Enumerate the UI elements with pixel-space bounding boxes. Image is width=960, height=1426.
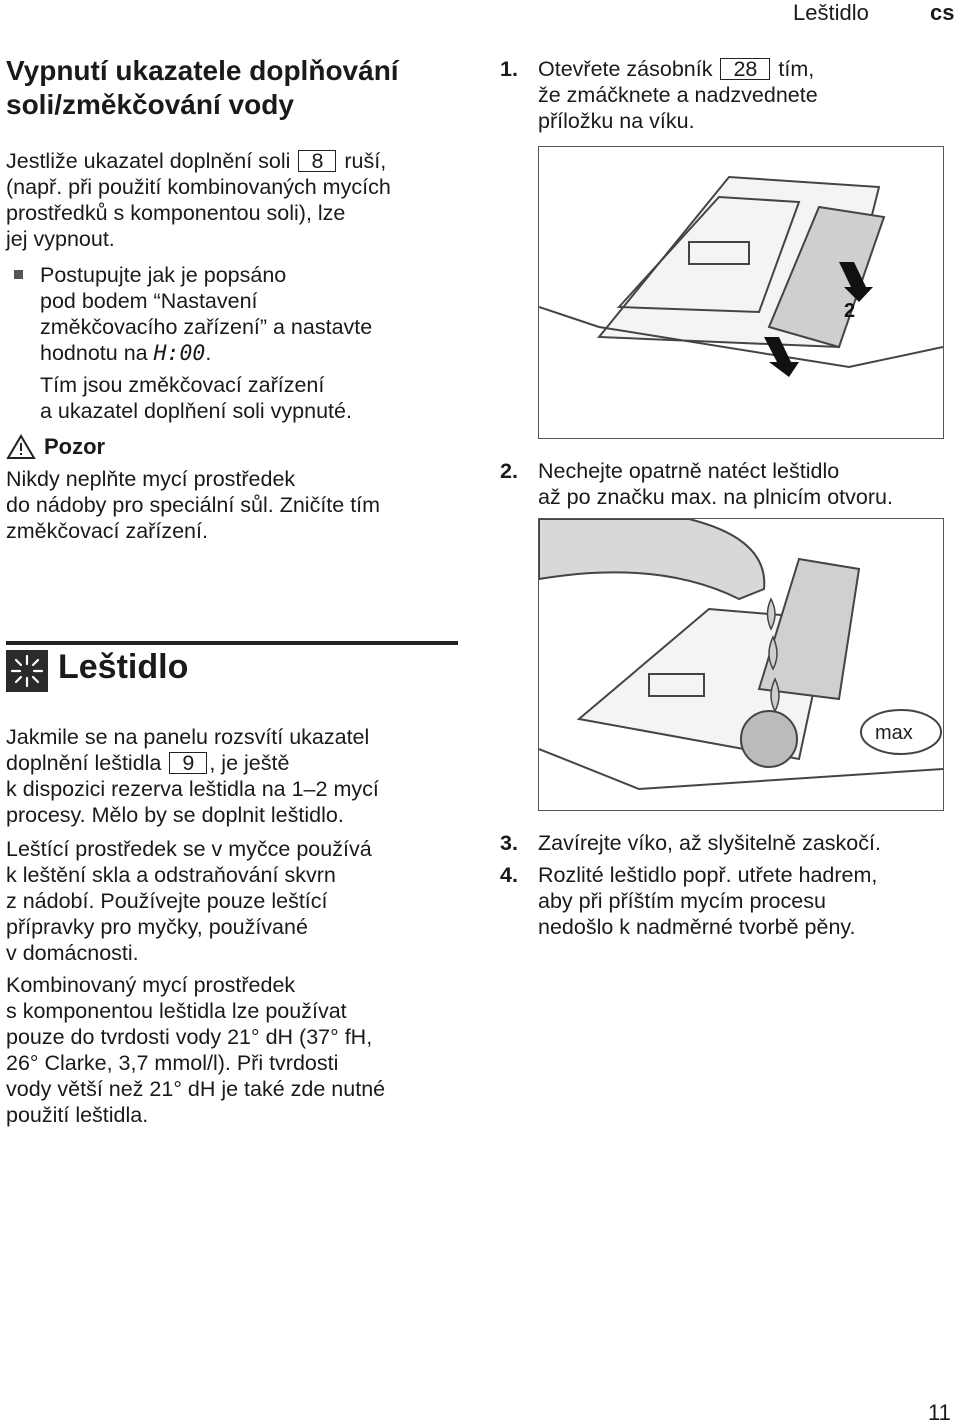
step-text: Otevřete zásobník (538, 57, 713, 81)
display-value: H:00 (153, 341, 206, 366)
step-3 (500, 830, 950, 856)
step-line: aby při příštím mycím procesu (538, 889, 826, 913)
header-section-title: Leštidlo (793, 0, 869, 25)
warning-line: Nikdy neplňte mycí prostředek (6, 467, 296, 491)
step-line: Rozlité leštidlo popř. utřete hadrem, (538, 863, 878, 887)
intro-line: jej vypnout. (6, 227, 115, 251)
ref-number-box: 8 (298, 150, 336, 172)
step-number: 1. (500, 57, 518, 81)
paragraph-line: 26° Clarke, 3,7 mmol/l). Při tvrdosti (6, 1051, 339, 1075)
paragraph-text: doplnění leštidla (6, 751, 162, 775)
paragraph-line: s komponentou leštidla lze používat (6, 999, 347, 1023)
paragraph-line: Kombinovaný mycí prostředek (6, 973, 296, 997)
heading-line-2: soli/změkčování vody (6, 89, 294, 120)
figure-label-1: 1 (765, 378, 777, 400)
bullet-line: Tím jsou změkčovací zařízení (40, 373, 325, 397)
refill-illustration (539, 519, 943, 810)
warning-line: změkčovací zařízení. (6, 519, 208, 543)
step-text-end: tím, (778, 57, 815, 81)
dispenser-illustration (539, 147, 943, 438)
bullet-line: pod bodem “Nastavení (40, 289, 258, 313)
rinse-aid-icon (6, 650, 48, 692)
paragraph-line: k dispozici rezerva leštidla na 1–2 mycí (6, 777, 379, 801)
intro-text-end: ruší, (344, 149, 387, 173)
intro-paragraph (6, 148, 476, 252)
bullet-marker (14, 270, 23, 279)
paragraph-line: Jakmile se na panelu rozsvítí ukazatel (6, 725, 370, 749)
paragraph-text-end: , je ještě (209, 751, 290, 775)
paragraph-line: vody větší než 21° dH je také zde nutné (6, 1077, 386, 1101)
combined-detergent-paragraph (6, 972, 476, 1128)
bullet-line: hodnotu na (40, 341, 148, 365)
intro-line: (např. při použití kombinovaných mycích (6, 175, 391, 199)
paragraph-line: v domácnosti. (6, 941, 139, 965)
bullet-line: změkčovacího zařízení” a nastavte (40, 315, 373, 339)
warning-line: do nádoby pro speciální sůl. Zničíte tím (6, 493, 381, 517)
paragraph-line: přípravky pro myčky, používané (6, 915, 308, 939)
warning-block (6, 434, 476, 544)
bullet-line: Postupujte jak je popsáno (40, 263, 287, 287)
paragraph-line: použití leštidla. (6, 1103, 149, 1127)
step-1 (500, 56, 950, 134)
intro-text: Jestliže ukazatel doplnění soli (6, 149, 291, 173)
step-4 (500, 862, 950, 940)
bullet-item (6, 262, 476, 424)
heading-line-1: Vypnutí ukazatele doplňování (6, 55, 399, 86)
section-heading (6, 54, 476, 122)
warning-icon (6, 434, 36, 460)
paragraph-line: pouze do tvrdosti vody 21° dH (37° fH, (6, 1025, 373, 1049)
step-line: příložku na víku. (538, 109, 695, 133)
intro-line: prostředků s komponentou soli), lze (6, 201, 346, 225)
figure-fill-rinse-aid (538, 518, 944, 811)
rinse-aid-paragraph (6, 724, 476, 828)
ref-number-box: 28 (720, 58, 770, 80)
step-number: 2. (500, 459, 518, 483)
paragraph-line: Leštící prostředek se v myčce používá (6, 837, 372, 861)
section-heading-rinse-aid: Leštidlo (58, 648, 189, 686)
header-language-code: cs (930, 0, 955, 25)
figure-open-dispenser (538, 146, 944, 439)
paragraph-line: k leštění skla a odstraňování skvrn (6, 863, 336, 887)
step-line: až po značku max. na plnicím otvoru. (538, 485, 893, 509)
paragraph-line: procesy. Mělo by se doplnit leštidlo. (6, 803, 344, 827)
max-marker-label: max (875, 722, 913, 744)
step-line: Zavírejte víko, až slyšitelně zaskočí. (538, 831, 881, 855)
step-number: 3. (500, 831, 518, 855)
figure-label-2: 2 (844, 300, 856, 322)
step-number: 4. (500, 863, 518, 887)
ref-number-box: 9 (169, 752, 207, 774)
bullet-line-end: . (205, 341, 212, 365)
bullet-line: a ukazatel doplňení soli vypnuté. (40, 399, 352, 423)
step-line: Nechejte opatrně natéct leštidlo (538, 459, 840, 483)
warning-title: Pozor (44, 434, 106, 459)
paragraph-line: z nádobí. Používejte pouze leštící (6, 889, 328, 913)
rinse-aid-usage-paragraph (6, 836, 476, 966)
page-number: 11 (928, 1400, 951, 1425)
step-line: nedošlo k nadměrné tvorbě pěny. (538, 915, 856, 939)
step-2 (500, 458, 950, 510)
section-divider (6, 641, 458, 645)
step-line: že zmáčknete a nadzvednete (538, 83, 818, 107)
